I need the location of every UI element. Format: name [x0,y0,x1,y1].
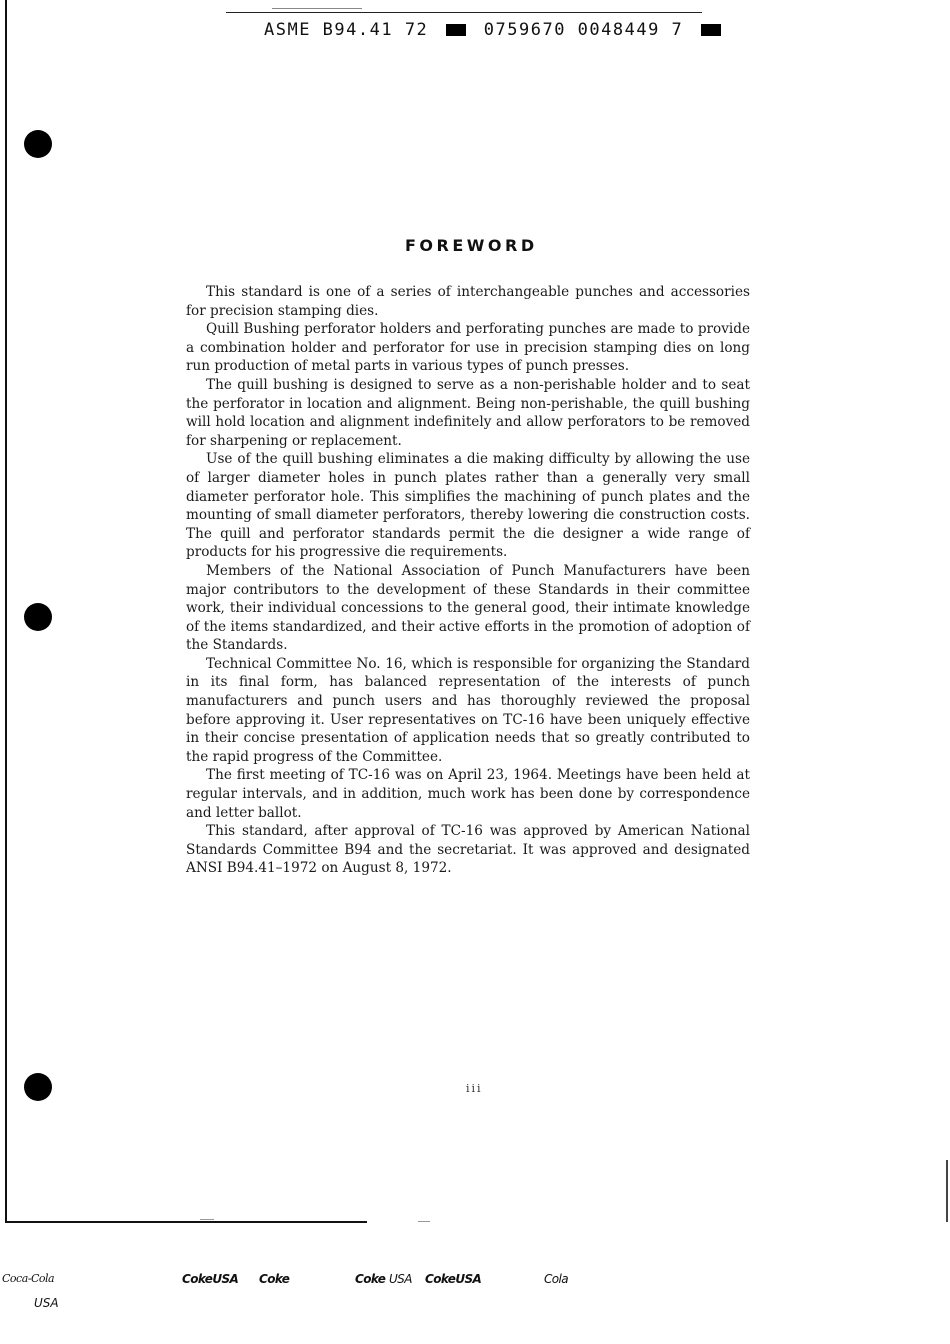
footer-mark: Coke [259,1272,290,1286]
binder-hole-icon [24,130,52,158]
footer-mark: CokeUSA [182,1272,239,1286]
page-frame-right [946,1160,948,1222]
paragraph: Members of the National Association of Punch Manufacturers have been major contributors to the development of these Standards in their committee work, their individual concessions to the general good, their intimate knowledge of the items standardized, and their active efforts in the promotion of adoption of the Standards. [186,562,750,654]
foreword-body [186,283,750,878]
paragraph: The first meeting of TC-16 was on April 23, 1964. Meetings have been held at regular intervals, and in addition, much work has been done by correspondence and letter ballot. [186,767,750,821]
paragraph: Quill Bushing perforator holders and perforating punches are made to provide a combination holder and perforator for use in precision stamping dies on long run production of metal parts in various types of punch presses. [186,321,750,375]
paragraph: This standard, after approval of TC-16 was approved by American National Standards Committee B94 and the secretariat. It was approved and designated ANSI B94.41–1972 on August 8, 1972. [186,823,750,877]
coca-cola-logo: Coca-Cola [2,1272,55,1285]
scan-smudge [200,1219,214,1220]
page-number: iii [466,1082,483,1095]
footer-usa-label: USA [34,1296,59,1310]
paragraph: This standard is one of a series of interchangeable punches and accessories for precision stamping dies. [186,284,750,319]
page-title: FOREWORD [405,236,538,255]
binder-hole-icon [24,1073,52,1101]
paragraph: Use of the quill bushing eliminates a die making difficulty by allowing the use of larger diameter holes in punch plates rather than a generally very small diameter perforator hole. This simplifies the machining of punch plates and the mounting of small diameter perforators, thereby lowering die construction costs. The quill and perforator standards permit the die designer a wide range of products for his progressive die requirements. [186,451,750,561]
paragraph: Technical Committee No. 16, which is responsible for organizing the Standard in its final form, has balanced representation of the interests of punch manufacturers and punch users and has thoroughly reviewed the proposal before approving it. User representatives on TC-16 have been uniquely effective in their concise presentation of application needs that so greatly contributed to the rapid progress of the Committee. [186,655,750,765]
top-rule [226,12,702,13]
scan-smudge [418,1221,430,1222]
binder-hole-icon [24,603,52,631]
footer-mark: Coke [355,1272,386,1286]
black-block-mark [446,24,466,36]
paragraph: The quill bushing is designed to serve as a non-perishable holder and to seat the perforator in location and alignment. Being non-perishable, the quill bushing will hold location and alignment indefinitely and allow perforators to be removed for sharpening or replacement. [186,376,750,449]
black-block-mark [701,24,721,36]
footer-mark: USA [389,1272,412,1286]
document-serial: 0759670 0048449 7 [483,20,684,40]
footer-mark: Cola [544,1272,569,1286]
document-code: ASME B94.41 72 [264,20,429,40]
document-code-header [264,20,727,40]
top-rule-faint [272,8,362,9]
page-frame-bottom [5,1221,367,1223]
footer-mark: CokeUSA [425,1272,482,1286]
